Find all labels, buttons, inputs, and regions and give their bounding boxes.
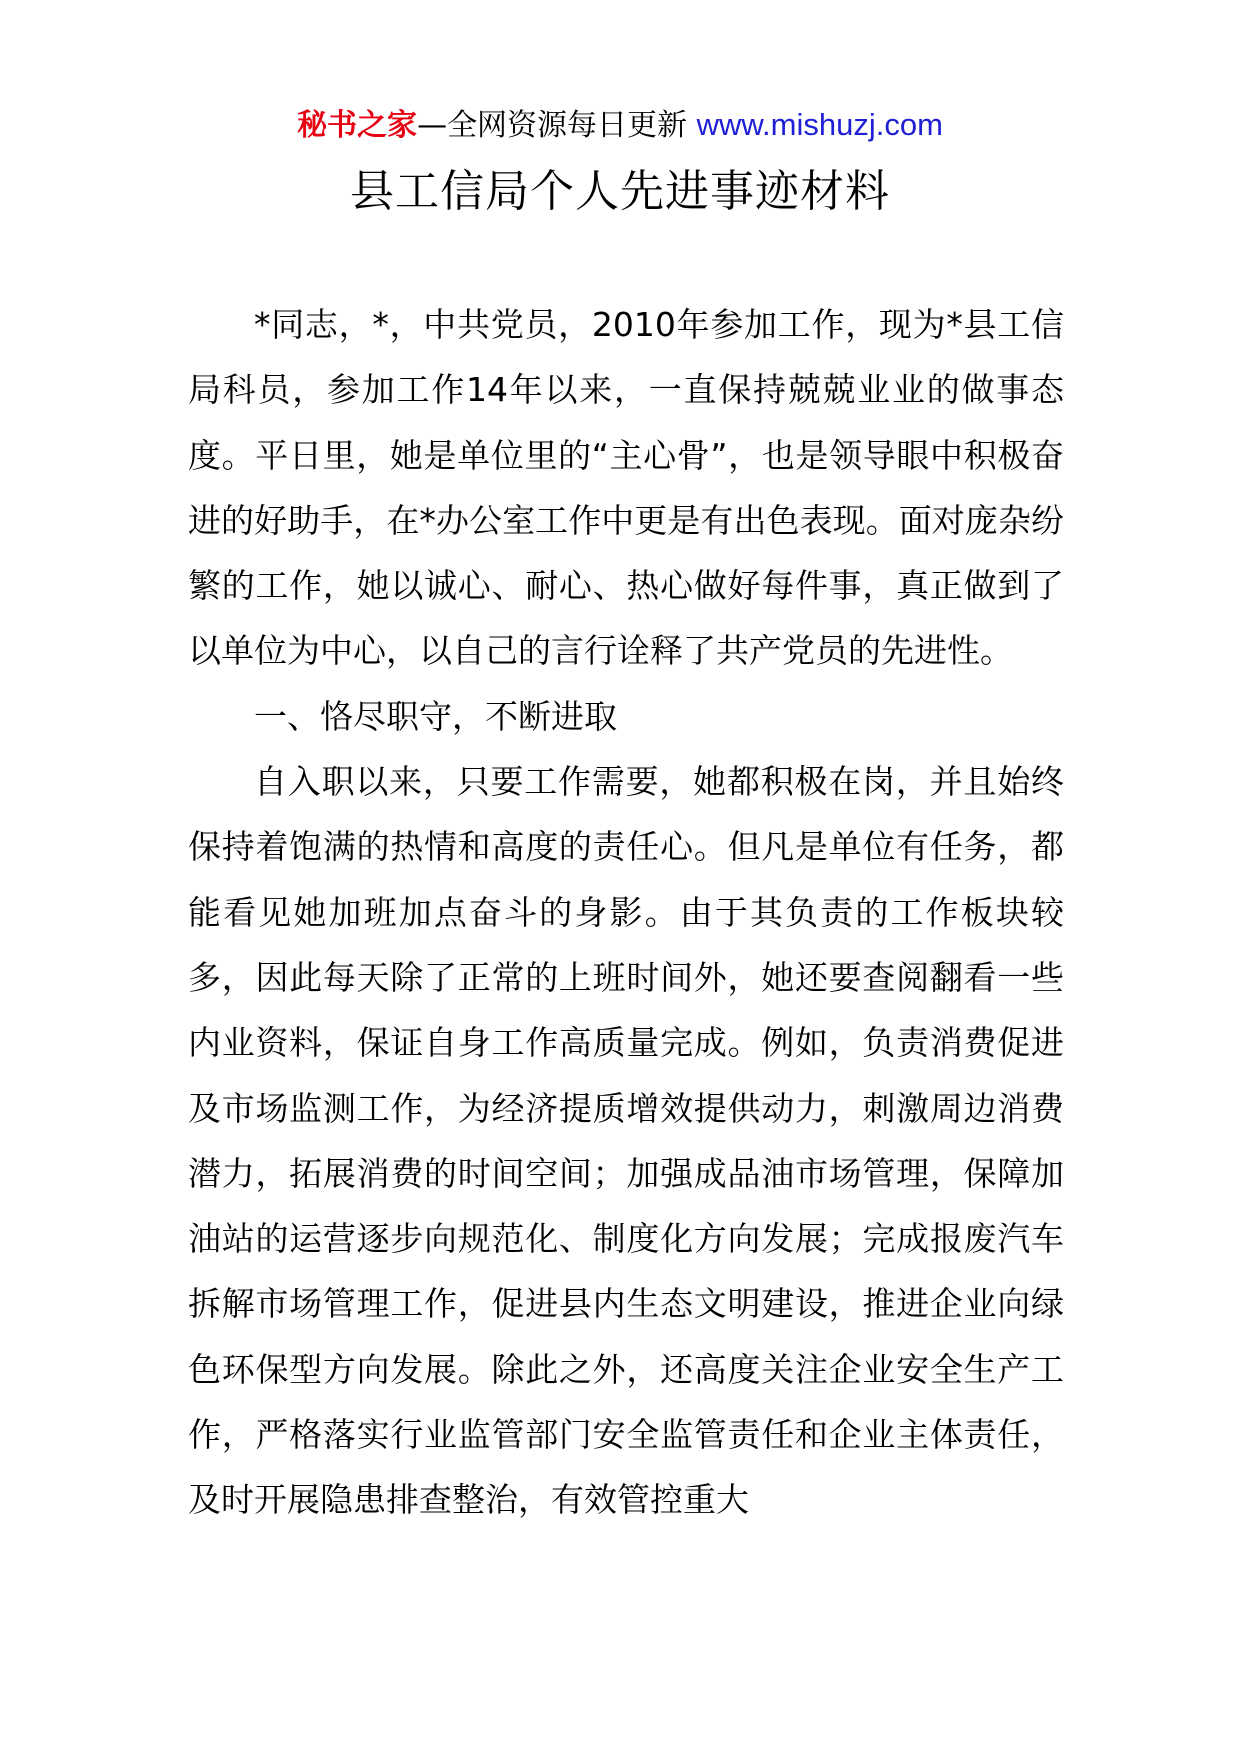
brand-name: 秘书之家 bbox=[297, 108, 418, 143]
section-heading-1: 一、恪尽职守，不断进取 bbox=[254, 696, 617, 736]
brand-tagline: —全网资源每日更新 bbox=[417, 108, 688, 143]
watermark-header bbox=[0, 103, 1240, 148]
document-body bbox=[188, 292, 1064, 1533]
document-title: 县工信局个人先进事迹材料 bbox=[350, 166, 890, 217]
intro-paragraph: *同志，*，中共党员，2010年参加工作，现为*县工信局科员，参加工作14年以来，一直保持兢兢业业的做事态度。平日里，她是单位里的“主心骨”，也是领导眼中积极奋进的好助手，在*办公室工作中更是有出色表现。面对庞杂纷繁的工作，她以诚心、耐心、热心做好每件事，真正做到了以单位为中心，以自己的言行诠释了共产党员的先进性。 bbox=[188, 305, 1064, 671]
site-url-link[interactable]: www.mishuzj.com bbox=[696, 107, 943, 142]
section-1-paragraph: 自入职以来，只要工作需要，她都积极在岗，并且始终保持着饱满的热情和高度的责任心。但凡是单位有任务，都能看见她加班加点奋斗的身影。由于其负责的工作板块较多，因此每天除了正常的上班时间外，她还要查阅翻看一些内业资料，保证自身工作高质量完成。例如，负责消费促进及市场监测工作，为经济提质增效提供动力，刺激周边消费潜力，拓展消费的时间空间；加强成品油市场管理，保障加油站的运营逐步向规范化、制度化方向发展；完成报废汽车拆解市场管理工作，促进县内生态文明建设，推进企业向绿色环保型方向发展。除此之外，还高度关注企业安全生产工作，严格落实行业监管部门安全监管责任和企业主体责任，及时开展隐患排查整治，有效管控重大 bbox=[188, 762, 1064, 1520]
